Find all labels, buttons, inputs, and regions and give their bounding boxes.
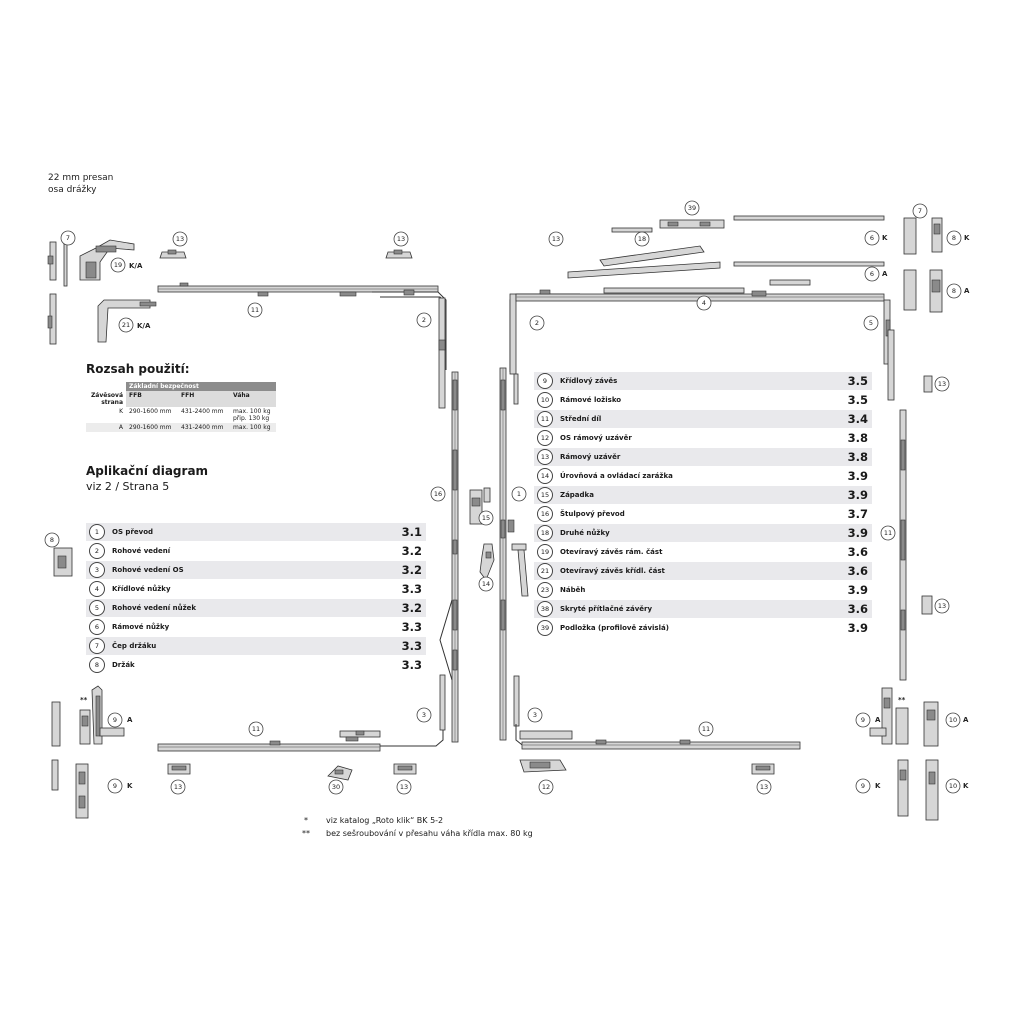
callout-13: 13 xyxy=(759,783,769,791)
callout-9: 9 xyxy=(860,782,866,790)
legend-num: 16 xyxy=(537,506,553,522)
usage-col-side: Závěsová strana xyxy=(86,391,126,407)
legend-label: Rohové vedení xyxy=(112,547,171,555)
legend-page: 3.5 xyxy=(847,374,868,388)
usage-col-ffh: FFH xyxy=(178,391,230,407)
callout-11: 11 xyxy=(701,725,711,733)
callout-15: 15 xyxy=(481,514,491,522)
legend-num: 10 xyxy=(537,392,553,408)
callout-13: 13 xyxy=(175,235,185,243)
callout-side-label: A xyxy=(963,716,969,724)
legend-num: 4 xyxy=(89,581,105,597)
callout-4: 4 xyxy=(701,299,707,307)
callout-1: 1 xyxy=(516,490,522,498)
callout-12: 12 xyxy=(541,783,551,791)
legend-label: Podložka (profilově závislá) xyxy=(560,624,669,632)
callout-side-label: K xyxy=(127,782,133,790)
callout-11: 11 xyxy=(250,306,260,314)
legend-label: Západka xyxy=(560,491,594,499)
legend-num: 2 xyxy=(89,543,105,559)
usage-row-ffh: 431-2400 mm xyxy=(178,423,230,432)
legend-num: 6 xyxy=(89,619,105,635)
usage-row-ffb: 290-1600 mm xyxy=(129,408,172,415)
usage-table-group: Základní bezpečnost xyxy=(126,382,276,391)
legend-label: Čep držáku xyxy=(112,642,157,650)
legend-num: 5 xyxy=(89,600,105,616)
legend-page: 3.4 xyxy=(847,412,868,426)
left-bottom-hinges xyxy=(52,686,124,818)
legend-page: 3.3 xyxy=(401,639,422,653)
legend-page: 3.3 xyxy=(401,620,422,634)
callout-8: 8 xyxy=(951,234,957,242)
legend-label: Křídlový závěs xyxy=(560,377,618,385)
callout-13: 13 xyxy=(937,602,947,610)
callout-14: 14 xyxy=(481,580,491,588)
callout-side-label: K/A xyxy=(137,322,151,330)
right-sash-frame xyxy=(500,216,893,749)
footnote-text: bez sešroubování v přesahu váha křídla max. 80 kg xyxy=(326,829,533,838)
header-line-1: 22 mm presan xyxy=(48,173,114,183)
legend-page: 3.2 xyxy=(401,601,422,615)
usage-row-ffh: 431-2400 mm xyxy=(181,408,224,415)
callout-8: 8 xyxy=(49,536,55,544)
callout-13: 13 xyxy=(173,783,183,791)
callout-9: 9 xyxy=(112,716,118,724)
legend-num: 1 xyxy=(89,524,105,540)
legend-num: 11 xyxy=(537,411,553,427)
callout-7: 7 xyxy=(65,234,71,242)
callout-13: 13 xyxy=(396,235,406,243)
legend-page: 3.6 xyxy=(847,545,868,559)
left-sash-frame xyxy=(158,283,458,751)
legend-num: 38 xyxy=(537,601,553,617)
legend-num: 13 xyxy=(537,449,553,465)
legend-num: 12 xyxy=(537,430,553,446)
legend-label: Skryté přítlačné závěry xyxy=(560,605,653,613)
footnote-mark: ** xyxy=(302,829,310,838)
usage-row-weight: max. 100 kg xyxy=(230,423,276,432)
callout-9: 9 xyxy=(112,782,118,790)
callout-side-label: K/A xyxy=(129,262,143,270)
callout-10: 10 xyxy=(948,782,958,790)
legend-page: 3.7 xyxy=(847,507,868,521)
callout-19: 19 xyxy=(113,261,123,269)
left-side-parts xyxy=(54,488,494,580)
legend-page: 3.2 xyxy=(401,563,422,577)
legend-page: 3.9 xyxy=(847,469,868,483)
usage-title: Rozsah použití: xyxy=(86,362,190,376)
footnote-text: viz katalog „Roto klik“ BK 5-2 xyxy=(326,816,444,825)
callout-side-label: K xyxy=(875,782,881,790)
usage-col-ffb: FFB xyxy=(126,391,178,407)
callout-21: 21 xyxy=(121,321,131,329)
callout-18: 18 xyxy=(637,235,647,243)
legend-num: 15 xyxy=(537,487,553,503)
callout-10: 10 xyxy=(948,716,958,724)
legend-num: 7 xyxy=(89,638,105,654)
legend-page: 3.9 xyxy=(847,488,868,502)
legend-label: Otevíravý závěs rám. část xyxy=(560,548,663,556)
legend-label: Rámové nůžky xyxy=(112,623,170,631)
legend-num: 9 xyxy=(537,373,553,389)
left-frame-locks xyxy=(160,250,416,780)
legend-page: 3.2 xyxy=(401,544,422,558)
legend-label: Úrovňová a ovládací zarážka xyxy=(560,472,673,480)
callout-3: 3 xyxy=(421,711,427,719)
callout-side-label: A xyxy=(964,287,970,295)
legend-label: Rámový uzávěr xyxy=(560,453,621,461)
callout-13: 13 xyxy=(399,783,409,791)
legend-page: 3.6 xyxy=(847,602,868,616)
callout-side-label: A xyxy=(882,270,888,278)
callout-5: 5 xyxy=(868,319,874,327)
right-bottom-parts xyxy=(520,688,938,820)
callout-9: 9 xyxy=(860,716,866,724)
callout-side-label: K xyxy=(882,234,888,242)
double-asterisk: ** xyxy=(80,696,88,704)
legend-page: 3.6 xyxy=(847,564,868,578)
callout-3: 3 xyxy=(532,711,538,719)
callout-16: 16 xyxy=(433,490,443,498)
legend-page: 3.3 xyxy=(401,658,422,672)
legend-page: 3.3 xyxy=(401,582,422,596)
callout-6: 6 xyxy=(869,270,875,278)
callout-8: 8 xyxy=(951,287,957,295)
legend-num: 14 xyxy=(537,468,553,484)
legend-page: 3.5 xyxy=(847,393,868,407)
callout-11: 11 xyxy=(883,529,893,537)
legend-num: 18 xyxy=(537,525,553,541)
usage-row-side: K xyxy=(119,408,123,415)
diagram-sub: viz 2 / Strana 5 xyxy=(86,480,170,493)
callout-2: 2 xyxy=(421,316,427,324)
legend-num: 8 xyxy=(89,657,105,673)
legend-label: Střední díl xyxy=(560,415,602,423)
legend-num: 19 xyxy=(537,544,553,560)
usage-row-side: A xyxy=(86,423,126,432)
double-asterisk: ** xyxy=(898,696,906,704)
legend-page: 3.9 xyxy=(847,583,868,597)
legend-page: 3.8 xyxy=(847,431,868,445)
diagram-title: Aplikační diagram xyxy=(86,464,209,478)
callout-13: 13 xyxy=(551,235,561,243)
legend-label: Otevíravý závěs křídl. část xyxy=(560,567,665,575)
callout-7: 7 xyxy=(917,207,923,215)
legend-label: Křídlové nůžky xyxy=(112,585,171,593)
legend-num: 39 xyxy=(537,620,553,636)
legend-num: 3 xyxy=(89,562,105,578)
usage-row-weight-2: přip. 130 kg xyxy=(233,415,270,422)
legend-num: 21 xyxy=(537,563,553,579)
footnote-mark: * xyxy=(304,816,308,825)
right-side-parts xyxy=(508,218,942,680)
legend-page: 3.9 xyxy=(847,621,868,635)
legend-label: Rámové ložisko xyxy=(560,396,622,404)
legend-label: OS rámový uzávěr xyxy=(560,434,632,442)
legend-label: Držák xyxy=(112,661,135,669)
callout-11: 11 xyxy=(251,725,261,733)
legend-label: Rohové vedení nůžek xyxy=(112,604,197,612)
usage-row-ffb: 290-1600 mm xyxy=(126,423,178,432)
callout-39: 39 xyxy=(687,204,697,212)
callout-2: 2 xyxy=(534,319,540,327)
callout-side-label: K xyxy=(963,782,969,790)
legend-page: 3.8 xyxy=(847,450,868,464)
legend-label: Rohové vedení OS xyxy=(112,566,184,574)
legend-label: Štulpový převod xyxy=(560,510,625,518)
usage-col-weight: Váha xyxy=(230,391,276,407)
legend-label: OS převod xyxy=(112,528,154,536)
legend-label: Náběh xyxy=(560,586,586,594)
callout-side-label: K xyxy=(964,234,970,242)
usage-row-weight-1: max. 100 kg xyxy=(233,408,271,415)
callout-side-label: A xyxy=(127,716,133,724)
legend-label: Druhé nůžky xyxy=(560,529,610,537)
header-line-2: osa drážky xyxy=(48,185,97,195)
legend-page: 3.9 xyxy=(847,526,868,540)
legend-num: 23 xyxy=(537,582,553,598)
callout-13: 13 xyxy=(937,380,947,388)
legend-page: 3.1 xyxy=(401,525,422,539)
callout-6: 6 xyxy=(869,234,875,242)
callout-30: 30 xyxy=(331,783,341,791)
callout-side-label: A xyxy=(875,716,881,724)
